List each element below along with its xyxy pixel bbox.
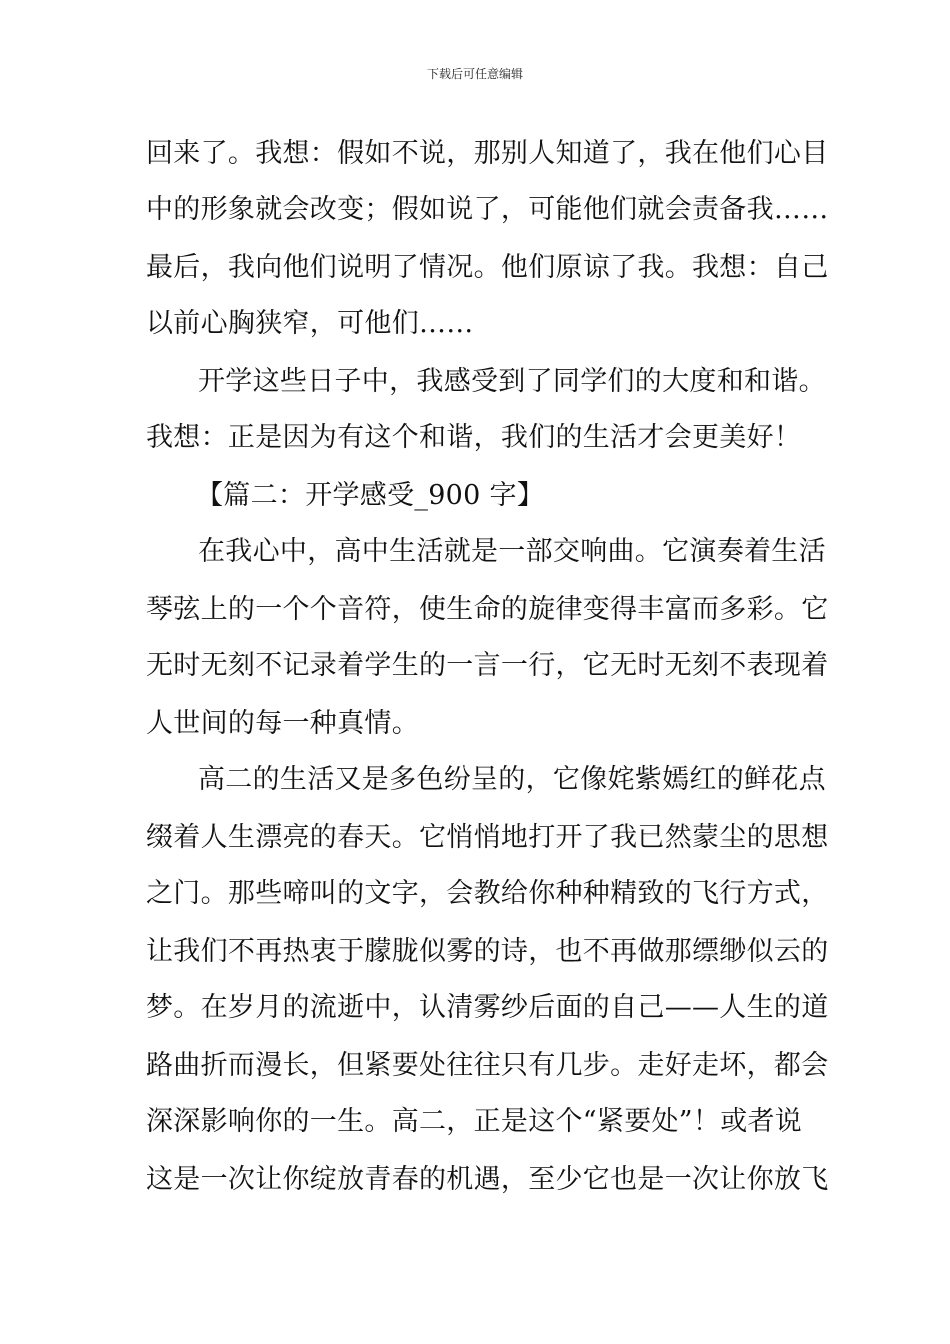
text-line: 琴弦上的一个个音符，使生命的旋律变得丰富而多彩。它 [146, 594, 829, 625]
text-line: 人世间的每一种真情。 [146, 708, 419, 739]
text-line: 深深影响你的一生。高二，正是这个“紧要处”！或者说 [146, 1106, 803, 1137]
text-line: 中的形象就会改变；假如说了，可能他们就会责备我…… [146, 194, 829, 225]
text-line: 缀着人生漂亮的春天。它悄悄地打开了我已然蒙尘的思想 [146, 822, 829, 853]
text-line: 最后，我向他们说明了情况。他们原谅了我。我想：自己 [146, 252, 829, 283]
text-line: 开学这些日子中，我感受到了同学们的大度和和谐。 [198, 366, 826, 397]
text-line: 之门。那些啼叫的文字，会教给你种种精致的飞行方式， [146, 878, 829, 909]
text-line: 回来了。我想：假如不说，那别人知道了，我在他们心目 [146, 138, 829, 169]
text-line: 高二的生活又是多色纷呈的，它像姹紫嫣红的鲜花点 [198, 764, 826, 795]
text-line: 在我心中，高中生活就是一部交响曲。它演奏着生活 [198, 536, 826, 567]
page-header: 下载后可任意编辑 [426, 67, 523, 81]
text-line: 以前心胸狭窄，可他们…… [146, 308, 474, 339]
text-line: 我想：正是因为有这个和谐，我们的生活才会更美好！ [146, 422, 802, 453]
text-line: 这是一次让你绽放青春的机遇，至少它也是一次让你放飞 [146, 1164, 829, 1195]
text-line: 路曲折而漫长，但紧要处往往只有几步。走好走坏，都会 [146, 1050, 829, 1081]
section-heading: 【篇二：开学感受_900 字】 [196, 480, 545, 511]
text-line: 无时无刻不记录着学生的一言一行，它无时无刻不表现着 [146, 650, 829, 681]
text-line: 让我们不再热衷于朦胧似雾的诗，也不再做那缥缈似云的 [146, 936, 829, 967]
text-line: 梦。在岁月的流逝中，认清雾纱后面的自己——人生的道 [146, 992, 829, 1023]
